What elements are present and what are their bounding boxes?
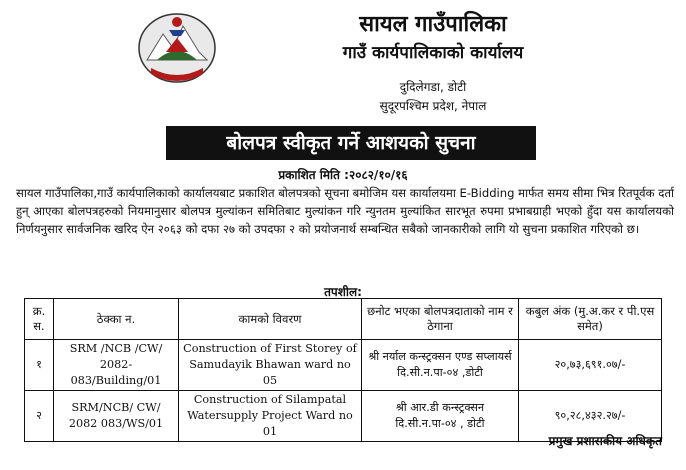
table-row bbox=[25, 340, 662, 391]
municipality-name: सायल गाउँपालिका bbox=[359, 12, 507, 37]
cell-sn: २ bbox=[25, 391, 54, 442]
office-name: गाउँ कार्यपालिकाको कार्यालय bbox=[342, 43, 524, 63]
notice-body: सायल गाउँपालिका,गाउँ कार्यपालिकाको कार्यालयबाट प्रकाशित बोलपत्रको सूचना बमोजिम यस कार्यालयमा E-Bidding मार्फत समय सीमा भित्र रितपूर्वक दर्ता हुन् आएका बोलपत्रहरुको नियमानुसार बोलपत्र मुल्यांकन समितिबाट मुल्यांकन गरि न्युनतम मुल्यांकित सारभूत रुपमा प्रभाबग्राही भएको हुँदा यस कार्यालयको निर्णयनुसार सार्वजनिक खरिद ऐन २०६३ को दफा २७ को उपदफा २ को प्रयोजनार्थ सम्बन्धित सबैको जानकारीको लागि यो सुचना प्रकाशित गरिएको छ। bbox=[16, 186, 674, 236]
cell-amount: २०,७३,६९१.०७/- bbox=[519, 340, 662, 391]
cell-sn: १ bbox=[25, 340, 54, 391]
office-location: दुदिलेगडा, डोटी bbox=[399, 80, 467, 94]
published-date: प्रकाशित मिति :२०८२/१०/१६ bbox=[278, 168, 408, 182]
cell-contract-no: SRM/NCB/ CW/ 2082 083/WS/01 bbox=[54, 391, 179, 442]
cell-bidder: श्री आर.डी कन्स्ट्रक्सन दि.सी.न.पा-०४ , डोटी bbox=[362, 391, 519, 442]
notice-title: बोलपत्र स्वीकृत गर्ने आशयको सुचना bbox=[166, 126, 536, 160]
cell-description: Construction of Silampatal Watersupply Project Ward no 01 bbox=[179, 391, 362, 442]
header-bidder: छनोट भएका बोलपत्रदाताको नाम र ठेगाना bbox=[362, 299, 519, 340]
details-label: तपशील: bbox=[324, 285, 362, 299]
province-name: सुदूरपश्चिम प्रदेश, नेपाल bbox=[379, 99, 487, 113]
header-sn: क्र. स. bbox=[25, 299, 54, 340]
cell-contract-no: SRM /NCB /CW/ 2082-083/Building/01 bbox=[54, 340, 179, 391]
signature-title: प्रमुख प्रशासकीय अधिकृत bbox=[548, 434, 662, 448]
header-contract-no: ठेक्का न. bbox=[54, 299, 179, 340]
cell-bidder: श्री नर्याल कन्स्ट्रक्सन एण्ड सप्लायर्स दि.सी.न.पा-०४ ,डोटी bbox=[362, 340, 519, 391]
cell-description: Construction of First Storey of Samudayik Bhawan ward no 05 bbox=[179, 340, 362, 391]
cell-amount: ९०,२८,४३२.२७/- bbox=[519, 391, 662, 442]
award-table bbox=[24, 298, 662, 442]
header-amount: कबुल अंक (मु.अ.कर र पी.एस समेत) bbox=[519, 299, 662, 340]
table-header-row bbox=[25, 299, 662, 340]
header-description: कामको विवरण bbox=[179, 299, 362, 340]
